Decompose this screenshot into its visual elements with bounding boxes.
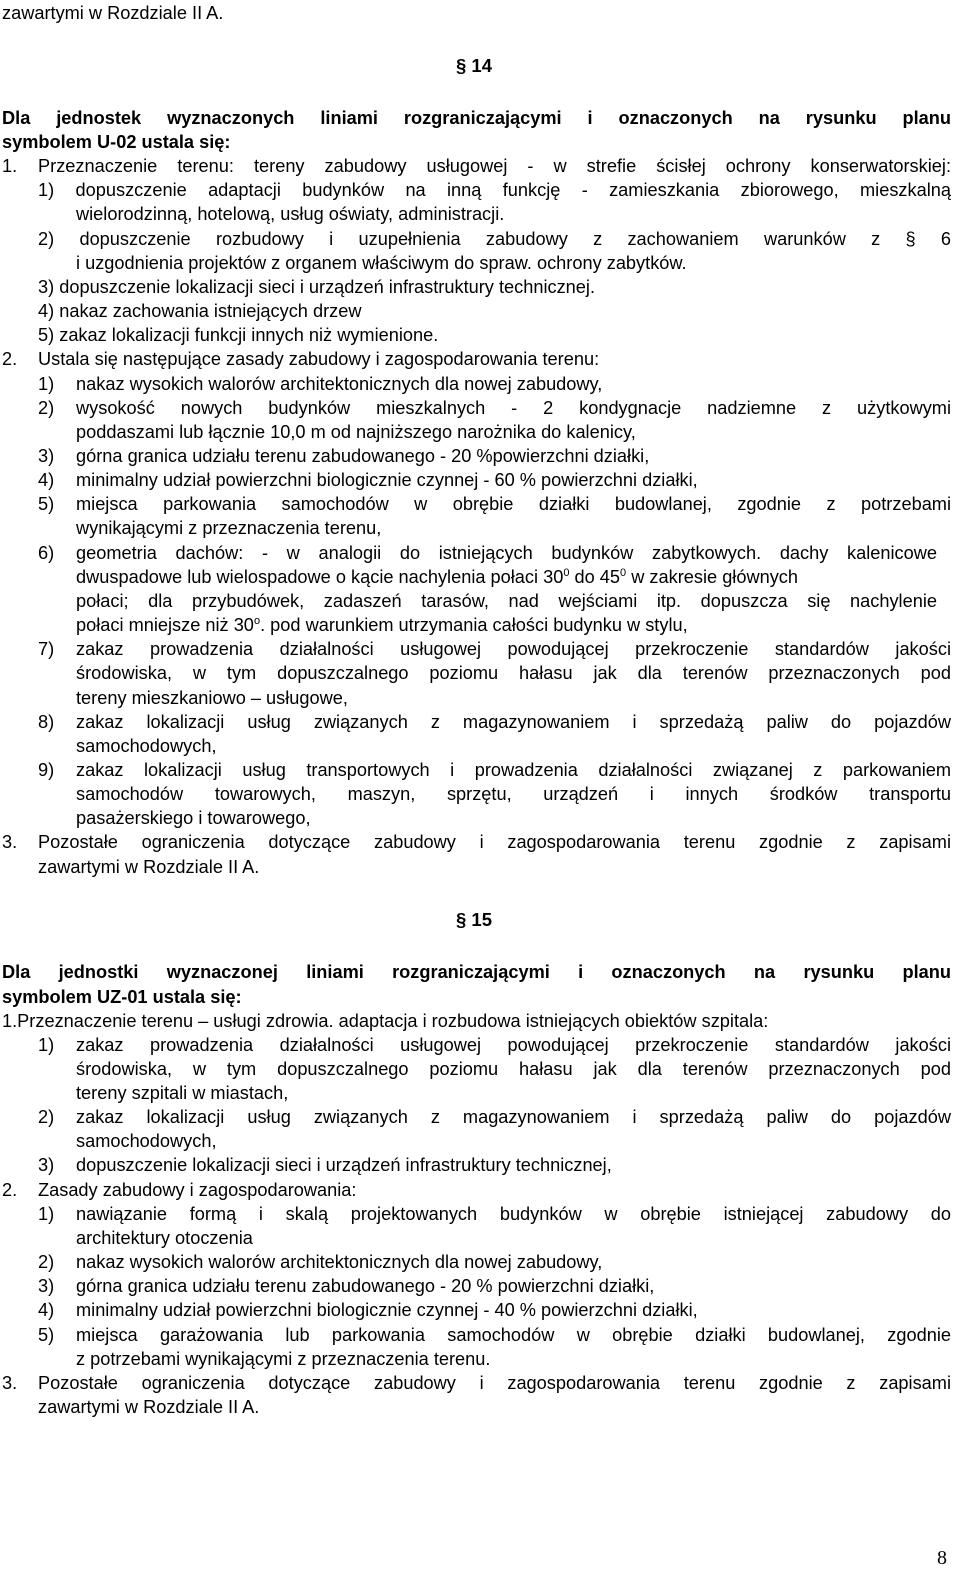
list-item-cont: środowiska, w tym dopuszczalnego poziomu hałasu jak dla terenów przeznaczonych pod xyxy=(76,1059,951,1079)
list-item-number: 1) xyxy=(38,1204,55,1224)
list-item: górna granica udziału terenu zabudowanego - 20 %powierzchni działki, xyxy=(76,446,650,466)
list-item: geometria dachów: - w analogii do istniejących budynków zabytkowych. dachy kalenicowe xyxy=(76,543,937,563)
list-item-cont: samochodów towarowych, maszyn, sprzętu, urządzeń i innych środków transportu xyxy=(76,784,951,804)
list-item: zakaz lokalizacji usług związanych z magazynowaniem i sprzedażą paliw do pojazdów xyxy=(76,712,951,732)
list-item-cont: pasażerskiego i towarowego, xyxy=(76,808,311,828)
list-item-number: 2) xyxy=(38,1107,55,1127)
list-item: zakaz lokalizacji usług transportowych i prowadzenia działalności związanej z parkowaniem xyxy=(76,760,951,780)
point-number: 3. xyxy=(2,1373,18,1393)
section-14-intro-cont: symbolem U-02 ustala się: xyxy=(2,132,231,152)
list-item-cont: środowiska, w tym dopuszczalnego poziomu hałasu jak dla terenów przeznaczonych pod xyxy=(76,663,951,683)
point-3-text-cont: zawartymi w Rozdziale II A. xyxy=(38,1397,260,1417)
list-item: nakaz wysokich walorów architektonicznych dla nowej zabudowy, xyxy=(76,1252,603,1272)
list-item: minimalny udział powierzchni biologicznie czynnej - 60 % powierzchni działki, xyxy=(76,470,698,490)
list-item: zakaz prowadzenia działalności usługowej powodującej przekroczenie standardów jakości xyxy=(76,1035,951,1055)
list-item: wysokość nowych budynków mieszkalnych - 2 kondygnacje nadziemne z użytkowymi xyxy=(76,398,951,418)
point-1-text: Przeznaczenie terenu: tereny zabudowy usługowej - w strefie ścisłej ochrony konserwatorskiej: xyxy=(38,156,951,176)
list-item: nawiązanie formą i skalą projektowanych budynków w obrębie istniejącej zabudowy do xyxy=(76,1204,951,1224)
list-item-cont: samochodowych, xyxy=(76,736,217,756)
list-item: miejsca garażowania lub parkowania samochodów w obrębie działki budowlanej, zgodnie xyxy=(76,1325,951,1345)
section-15-intro: Dla jednostki wyznaczonej liniami rozgraniczającymi i oznaczonych na rysunku planu xyxy=(2,962,951,982)
list-item: 1) dopuszczenie adaptacji budynków na inną funkcję - zamieszkania zbiorowego, mieszkalną xyxy=(38,180,951,200)
list-item: zakaz prowadzenia działalności usługowej powodującej przekroczenie standardów jakości xyxy=(76,639,951,659)
point-3-text: Pozostałe ograniczenia dotyczące zabudowy i zagospodarowania terenu zgodnie z zapisami xyxy=(38,1373,951,1393)
list-item-cont: samochodowych, xyxy=(76,1131,217,1151)
list-item-number: 2) xyxy=(38,1252,55,1272)
point-3-text: Pozostałe ograniczenia dotyczące zabudowy i zagospodarowania terenu zgodnie z zapisami xyxy=(38,832,951,852)
list-item-cont: i uzgodnienia projektów z organem właściwym do spraw. ochrony zabytków. xyxy=(76,253,687,273)
list-item: miejsca parkowania samochodów w obrębie działki budowlanej, zgodnie z potrzebami xyxy=(76,494,951,514)
list-item-cont: architektury otoczenia xyxy=(76,1228,253,1248)
point-number: 2. xyxy=(2,1180,18,1200)
list-item-number: 2) xyxy=(38,398,55,418)
list-item: dopuszczenie lokalizacji sieci i urządzeń infrastruktury technicznej, xyxy=(76,1155,612,1175)
list-item-number: 4) xyxy=(38,1300,55,1320)
list-item-cont: poddaszami lub łącznie 10,0 m od najniższego narożnika do kalenicy, xyxy=(76,422,636,442)
list-item-cont: tereny mieszkaniowo – usługowe, xyxy=(76,688,348,708)
list-item-number: 4) xyxy=(38,470,55,490)
list-item: minimalny udział powierzchni biologicznie czynnej - 40 % powierzchni działki, xyxy=(76,1300,698,1320)
list-item-number: 3) xyxy=(38,446,55,466)
point-3-text-cont: zawartymi w Rozdziale II A. xyxy=(38,857,260,877)
list-item-cont: wielorodzinną, hotelową, usług oświaty, administracji. xyxy=(76,204,505,224)
list-item-number: 3) xyxy=(38,1155,55,1175)
list-item-cont: połaci; dla przybudówek, zadaszeń tarasów, nad wejściami itp. dopuszcza się nachylenie xyxy=(76,591,937,611)
page-number: 8 xyxy=(937,1547,947,1569)
list-item-cont: z potrzebami wynikającymi z przeznaczenia terenu. xyxy=(76,1349,491,1369)
list-item-number: 8) xyxy=(38,712,55,732)
list-item: 4) nakaz zachowania istniejących drzew xyxy=(38,301,362,321)
list-item: nakaz wysokich walorów architektonicznych dla nowej zabudowy, xyxy=(76,374,603,394)
list-item-number: 7) xyxy=(38,639,55,659)
point-1-text: 1.Przeznaczenie terenu – usługi zdrowia. adaptacja i rozbudowa istniejących obiektów szpitala: xyxy=(2,1011,769,1031)
list-item-cont: połaci mniejsze niż 30$^o$. pod warunkiem utrzymania całości budynku w stylu, xyxy=(76,615,688,635)
section-15-intro-cont: symbolem UZ-01 ustala się: xyxy=(2,987,242,1007)
list-item: zakaz lokalizacji usług związanych z magazynowaniem i sprzedażą paliw do pojazdów xyxy=(76,1107,951,1127)
list-item-cont: wynikającymi z przeznaczenia terenu, xyxy=(76,518,382,538)
list-item: 5) zakaz lokalizacji funkcji innych niż wymienione. xyxy=(38,325,439,345)
point-number: 3. xyxy=(2,832,18,852)
point-2-text: Zasady zabudowy i zagospodarowania: xyxy=(38,1180,357,1200)
roof-angle-text: dwuspadowe lub wielospadowe o kącie nachylenia połaci $30^0$ do $45^0$ w zakresie głównych xyxy=(76,567,799,587)
list-item-number: 5) xyxy=(38,494,55,514)
list-item-number: 3) xyxy=(38,1276,55,1296)
list-item-cont xyxy=(76,565,937,589)
point-2-text: Ustala się następujące zasady zabudowy i zagospodarowania terenu: xyxy=(38,349,600,369)
section-14-intro: Dla jednostek wyznaczonych liniami rozgraniczającymi i oznaczonych na rysunku planu xyxy=(2,108,951,128)
list-item-number: 6) xyxy=(38,543,55,563)
section-heading-15: § 15 xyxy=(456,909,493,930)
list-item-number: 5) xyxy=(38,1325,55,1345)
point-number: 1. xyxy=(2,156,18,176)
list-item-cont: tereny szpitali w miastach, xyxy=(76,1083,289,1103)
list-item-number: 1) xyxy=(38,1035,55,1055)
list-item: 3) dopuszczenie lokalizacji sieci i urządzeń infrastruktury technicznej. xyxy=(38,277,595,297)
section-heading-14: § 14 xyxy=(456,55,493,76)
list-item-number: 1) xyxy=(38,374,55,394)
continuation-line: zawartymi w Rozdziale II A. xyxy=(2,3,224,23)
list-item: górna granica udziału terenu zabudowanego - 20 % powierzchni działki, xyxy=(76,1276,655,1296)
point-number: 2. xyxy=(2,349,18,369)
list-item: 2) dopuszczenie rozbudowy i uzupełnienia zabudowy z zachowaniem warunków z § 6 xyxy=(38,229,951,249)
list-item-number: 9) xyxy=(38,760,55,780)
